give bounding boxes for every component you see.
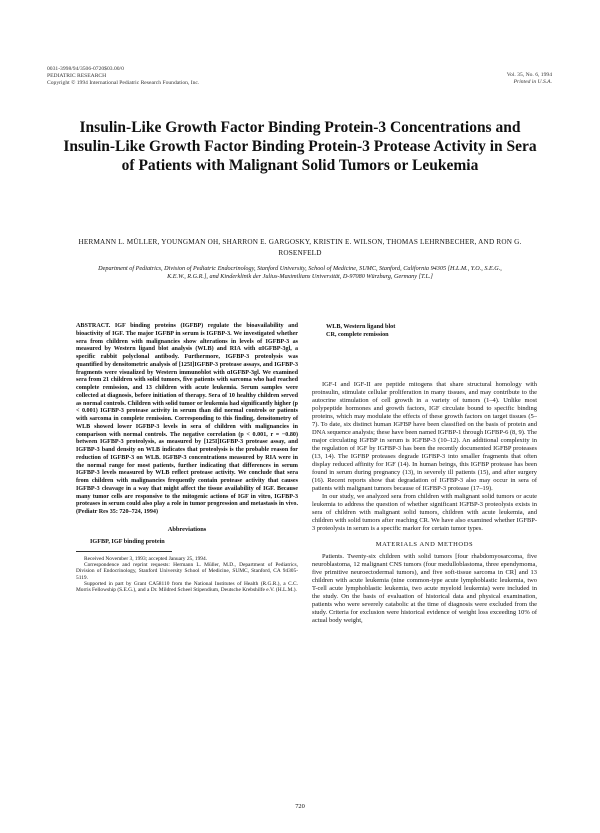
author-list: HERMANN L. MÜLLER, YOUNGMAN OH, SHARRON E. GARGOSKY, KRISTIN E. WILSON, THOMAS LEHRNBECHER, AND RON G. ROSENFELD [78, 238, 522, 257]
journal-header-left [47, 66, 199, 86]
copyright-line: Copyright © 1994 International Pediatric Research Foundation, Inc. [47, 79, 200, 86]
methods-heading: MATERIALS AND METHODS [375, 541, 474, 549]
methods-paragraph: Patients. Twenty-six children with solid tumors [four rhabdomyosarcoma, five neuroblastoma, 12 malignant CNS tumors (four medulloblastoma, three ependymoma, five primitive neuroectodermal tumors), and five soft-tissue sarcoma in CR] and 13 children with acute leukemia (nine common-type acute lymphoblastic leukemia, two T-cell acute lymphoblastic leukemia, two acute myeloid leukemia) were included in the study. On the basis of evaluation of historical data and physical examination, patients who were severely catabolic at the time of diagnosis were excluded from the study. Criteria for exclusion were historical evidence of weight loss exceeding 10% of actual body weight, [312, 553, 537, 625]
intro-paragraph: In our study, we analyzed sera from children with malignant solid tumors or acute leukemia to address the question of whether significant IGFBP-3 proteolysis exists in sera of children with malignant solid tumors, children with acute leukemia, and children with solid tumors after reaching CR. We have also examined whether IGFBP-3 proteolysis in serum is a specific marker for certain tumor types. [312, 493, 537, 533]
issn-line: 0031-3998/94/3506-0720$03.00/0 [47, 66, 124, 72]
footnote-divider [76, 551, 172, 552]
abbreviations-heading: Abbreviations [167, 525, 207, 533]
abstract: ABSTRACT. IGF binding proteins (IGFBP) regulate the bioavailability and bioactivity of IGF. The major IGFBP in serum is IGFBP-3. We investigated whether sera from children with malignancies show alterations in levels of IGFBP-3 as measured by Western ligand blot analysis (WLB) and RIA with αIGFBP-3gl, a specific rabbit polyclonal antibody. Furthermore, IGFBP-3 proteolysis was quantified by densitometric analysis of [125I]IGFBP-3 protease assays, and IGFBP-3 fragments were visualized by Western immunoblot with αIGFBP-3gl. We examined sera from 21 children with solid tumors, five patients with sarcoma who had reached complete remission, and 13 children with acute leukemia. Serum samples were collected at diagnosis, before initiation of therapy. Sera of 10 healthy children served as normal controls. Children with solid tumor or leukemia had significantly higher (p < 0.001) IGFBP-3 protease activity in serum than did normal controls or patients with sarcoma in complete remission. Corresponding to this finding, densitometry of WLB showed lower IGFBP-3 levels in sera of children with malignancies in comparison with normal controls. The negative correlation (p < 0.001, r = −0.80) between IGFBP-3 proteolysis, as measured by [125I]IGFBP-3 protease assay, and IGFBP-3 band density on WLB indicates that proteolysis is the probable reason for reduction of IGFBP-3 on WLB. IGFBP-3 concentrations measured by RIA were in the normal range for most patients, further indicating that differences in serum IGFBP-3 levels measured by WLB reflect protease activity. We conclude that sera from children with malignancies frequently contain protease activity that causes IGFBP-3 cleavage in a way that might affect the tissue availability of IGF. Because many tumor cells are responsive to the mitogenic actions of IGF in vitro, IGFBP-3 proteases in serum could also play a role in tumor progression and metastasis in vivo. (Pediatr Res 35: 720–724, 1994) [76, 323, 298, 515]
column-spacer [312, 339, 537, 381]
footnote-received: Received November 3, 1993; accepted January 25, 1994. [84, 555, 208, 562]
abbreviation-item: IGFBP, IGF binding protein [90, 537, 165, 545]
abbreviation-item: CR, complete remission [326, 331, 389, 339]
abbreviation-item: WLB, Western ligand blot [326, 323, 396, 330]
intro-paragraph: IGF-I and IGF-II are peptide mitogens that share structural homology with proinsulin, stimulate cellular proliferation in many tissues, and may contribute to the autocrine stimulation of cell growth in a variety of tumors (1–4). Unlike most polypeptide hormones and growth factors, IGF circulate bound to specific binding proteins, which may modulate the effects of these growth factors on target tissues (5–7). To date, six distinct human IGFBP have been classified on the basis of protein and DNA sequence analysis; these have been named IGFBP-1 through IGFBP-6 (8, 9). The major circulating IGFBP in serum is IGFBP-3 (10–12). An additional complexity in the regulation of IGF by IGFBP-3 has been the recently documented IGFBP proteases (13, 14). The IGFBP proteases degrade IGFBP-3 into smaller fragments that often display reduced affinity for IGF (14). In human beings, this IGFBP protease has been found in serum during pregnancy (13), in severely ill patients (15), and after surgery (16). Recent reports show that degradation of IGFBP-3 also may occur in sera of patients with malignant tumors because of IGFBP-3 protease (17–19). [312, 381, 537, 493]
printed-line: Printed in U.S.A. [513, 78, 552, 85]
footnote-support: Supported in part by Grant CA58110 from the National Institutes of Health (R.G.R.), a C.C. Morris Fellowship (S.E.G.), and a Dr. Mildred Scheel Stipendium, Deutsche Krebshilfe e.V. (H.L.M.). [76, 580, 298, 594]
footnote-correspondence: Correspondence and reprint requests: Hermann L. Müller, M.D., Department of Pediatrics, Division of Endocrinology, Stanford University School of Medicine, SUMC, Stanford, CA 94305-5119. [76, 562, 298, 581]
affiliation: Department of Pediatrics, Division of Pediatric Endocrinology, Stanford University, School of Medicine, SUMC, Stanford, California 94305 [H.L.M., Y.O., S.E.G., K.E.W., R.G.R.], and Kinderklinik der Julius-Maximilians Universität, D-97080 Würzburg, Germany [T.L.] [98, 265, 502, 281]
left-column [76, 323, 298, 594]
right-column [312, 323, 537, 625]
volume-line: Vol. 35, No. 6, 1994 [506, 72, 552, 78]
article-title: Insulin-Like Growth Factor Binding Protein-3 Concentrations and Insulin-Like Growth Factor Binding Protein-3 Protease Activity in Sera of Patients with Malignant Solid Tumors or Leukemia [63, 119, 537, 174]
journal-header-right [507, 72, 552, 86]
page-number: 720 [295, 803, 305, 810]
journal-name: PEDIATRIC RESEARCH [47, 72, 107, 79]
